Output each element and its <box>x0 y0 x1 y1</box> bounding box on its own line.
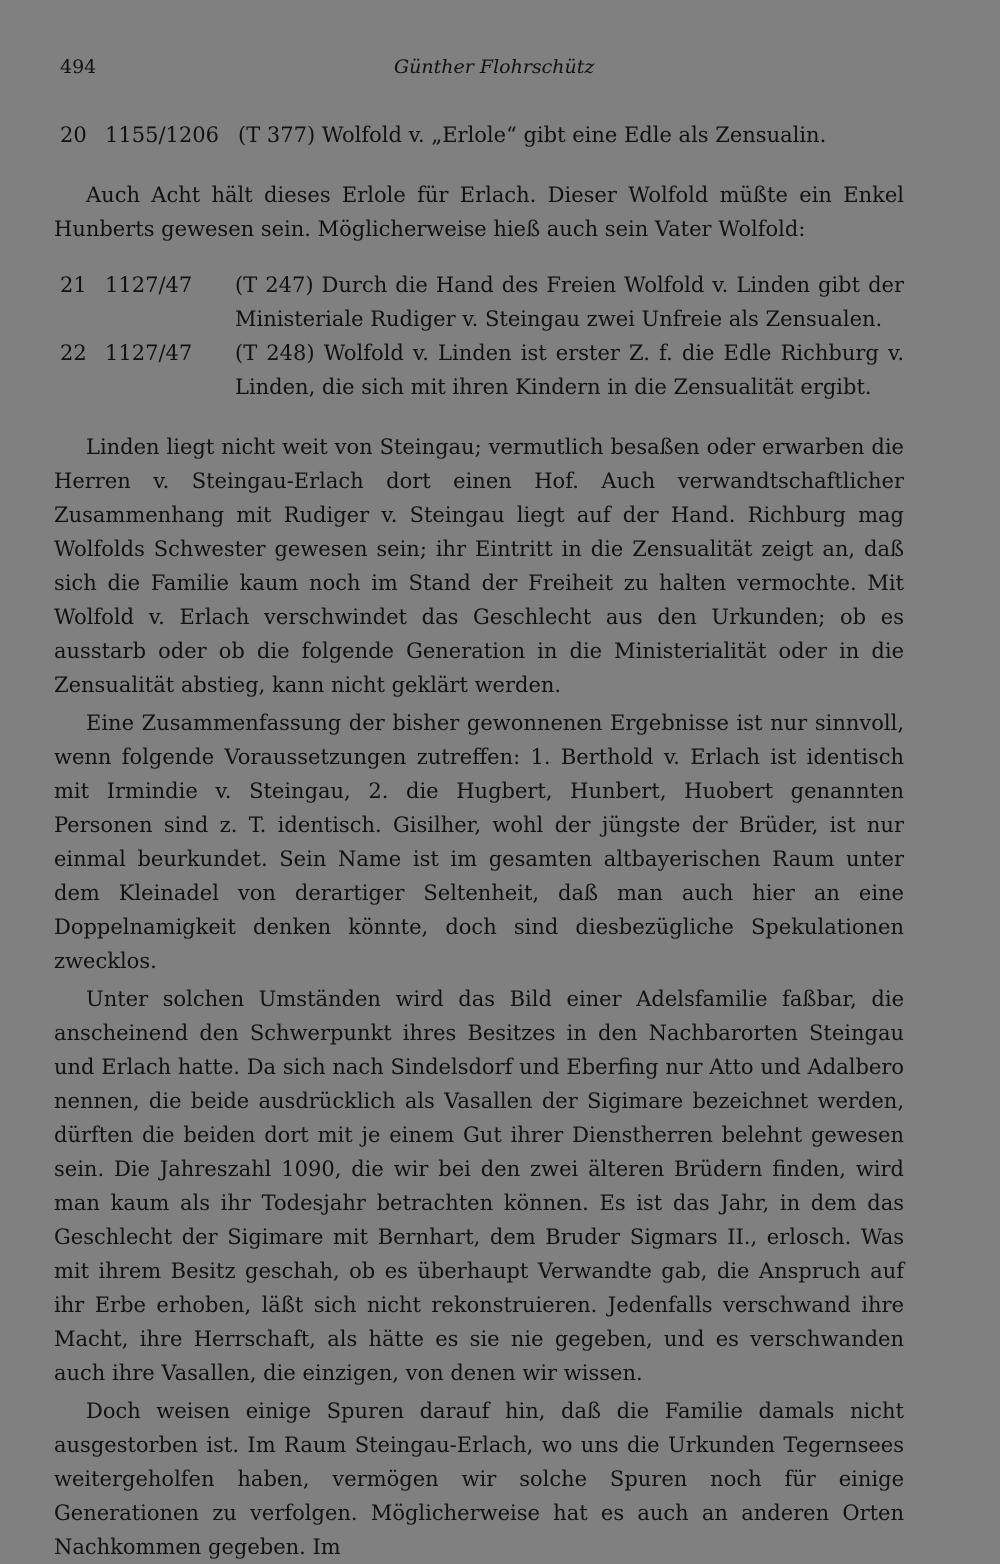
entry-text: (T 377) Wolfold v. „Erlole“ gibt eine Edle als Zensualin. <box>238 123 827 147</box>
paragraph: Auch Acht hält dieses Erlole für Erlach. Dieser Wolfold müßte ein Enkel Hunberts gewesen sein. Möglicherweise hieß auch sein Vater Wolfold: <box>54 183 904 241</box>
paragraph: Doch weisen einige Spuren darauf hin, daß die Familie damals nicht ausgestorben ist. Im Raum Steingau-Erlach, wo uns die Urkunden Tegernsees weitergeholfen haben, vermögen wir solche Spuren noch für einige Generationen zu verfolgen. Möglicherweise hat es auch an anderen Orten Nachkommen gegeben. Im <box>54 1399 904 1559</box>
entry-number: 20 <box>60 123 87 147</box>
entry-text: (T 247) Durch die Hand des Freien Wolfold v. Linden gibt der Ministeriale Rudiger v. Steingau zwei Unfreie als Zensualen. <box>235 273 904 331</box>
running-head: Günther Flohrschütz <box>394 56 595 78</box>
paragraph: Eine Zusammenfassung der bisher gewonnenen Ergebnisse ist nur sinnvoll, wenn folgende Voraussetzungen zutreffen: 1. Berthold v. Erlach ist identisch mit Irmindie v. Steingau, 2. die Hugbert, Hunbert, Huobert genannten Personen sind z. T. identisch. Gisilher, wohl der jüngste der Brüder, ist nur einmal beurkundet. Sein Name ist im gesamten altbayerischen Raum unter dem Kleinadel von derartiger Seltenheit, daß man auch hier an eine Doppelnamigkeit denken könnte, doch sind diesbezügliche Spekulationen zwecklos. <box>54 711 904 973</box>
page-number: 494 <box>60 56 97 78</box>
entry-date: 1127/47 <box>105 273 193 297</box>
paragraph: Linden liegt nicht weit von Steingau; vermutlich besaßen oder erwarben die Herren v. Steingau-Erlach dort einen Hof. Auch verwandtschaftlicher Zusammenhang mit Rudiger v. Steingau liegt auf der Hand. Richburg mag Wolfolds Schwester gewesen sein; ihr Eintritt in die Zensualität zeigt an, daß sich die Familie kaum noch im Stand der Freiheit zu halten vermochte. Mit Wolfold v. Erlach verschwindet das Geschlecht aus den Urkunden; ob es ausstarb oder ob die folgende Generation in die Ministerialität oder in die Zensualität abstieg, kann nicht geklärt werden. <box>54 435 904 697</box>
document-entry-20 <box>54 118 904 152</box>
document-entry-21 <box>54 268 904 336</box>
paragraph: Unter solchen Umständen wird das Bild einer Adelsfamilie faßbar, die anscheinend den Schwerpunkt ihres Besitzes in den Nachbarorten Steingau und Erlach hatte. Da sich nach Sindelsdorf und Eberfing nur Atto und Adalbero nennen, die beide ausdrücklich als Vasallen der Sigimare bezeichnet werden, dürften die beiden dort mit je einem Gut ihrer Dienstherren belehnt gewesen sein. Die Jahreszahl 1090, die wir bei den zwei älteren Brüdern finden, wird man kaum als ihr Todesjahr betrachten können. Es ist das Jahr, in dem das Geschlecht der Sigimare mit Bernhart, dem Bruder Sigmars II., erlosch. Was mit ihrem Besitz geschah, ob es überhaupt Verwandte gab, die Anspruch auf ihr Erbe erhoben, läßt sich nicht rekonstruieren. Jedenfalls verschwand ihre Macht, ihre Herrschaft, als hätte es sie nie gegeben, und es verschwanden auch ihre Vasallen, die einzigen, von denen wir wissen. <box>54 987 904 1385</box>
book-page <box>54 50 904 1564</box>
page-header <box>54 50 904 80</box>
document-entry-22 <box>54 336 904 404</box>
entry-date: 1155/1206 <box>105 123 219 147</box>
entry-date: 1127/47 <box>105 341 193 365</box>
entry-number: 22 <box>60 341 87 365</box>
entry-number: 21 <box>60 273 87 297</box>
entry-text: (T 248) Wolfold v. Linden ist erster Z. f. die Edle Richburg v. Linden, die sich mit ihren Kindern in die Zensualität ergibt. <box>235 341 904 399</box>
